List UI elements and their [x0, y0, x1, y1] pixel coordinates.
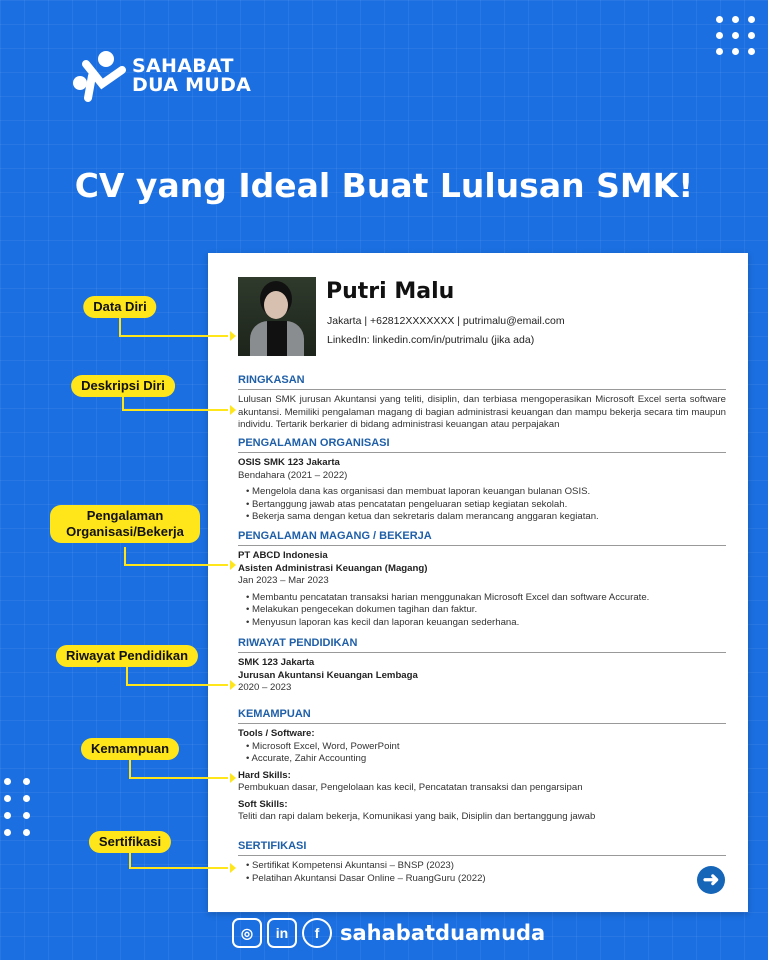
cv-contact: Jakarta | +62812XXXXXXX | putrimalu@email.com: [327, 315, 565, 327]
logo-mark-icon: [72, 50, 126, 102]
job-period: Jan 2023 – Mar 2023: [238, 575, 329, 586]
cv-linkedin: LinkedIn: linkedin.com/in/putrimalu (jika ada): [327, 334, 535, 346]
list-item: • Microsoft Excel, Word, PowerPoint: [246, 741, 726, 754]
brand-line1: SAHABAT: [132, 55, 234, 77]
section-heading: SERTIFIKASI: [238, 839, 726, 856]
label-deskripsi-diri: Deskripsi Diri: [71, 375, 175, 397]
decor-dots: [716, 16, 755, 55]
org-role: Bendahara (2021 – 2022): [238, 469, 348, 481]
job-role: Asisten Administrasi Keuangan (Magang): [238, 562, 428, 574]
label-kemampuan: Kemampuan: [81, 738, 179, 760]
list-item: • Sertifikat Kompetensi Akuntansi – BNSP (2023): [246, 860, 726, 873]
section-heading: RINGKASAN: [238, 373, 726, 390]
label-sertifikasi: Sertifikasi: [89, 831, 171, 853]
section-ringkasan: [238, 373, 726, 432]
list-item: • Mengelola dana kas organisasi dan membuat laporan keuangan bulanan OSIS.: [246, 486, 726, 499]
profile-photo: [238, 277, 316, 356]
list-item: • Melakukan pengecekan dokumen tagihan dan faktur.: [246, 604, 726, 617]
facebook-icon[interactable]: f: [302, 918, 332, 948]
soft-skills: Teliti dan rapi dalam bekerja, Komunikasi yang baik, Disiplin dan bertanggung jawab: [238, 811, 596, 822]
school-period: 2020 – 2023: [238, 682, 292, 693]
section-sertifikasi: [238, 839, 726, 885]
list-item: • Pelatihan Akuntansi Dasar Online – RuangGuru (2022): [246, 873, 726, 886]
section-magang: [238, 529, 726, 629]
org-name: OSIS SMK 123 Jakarta: [238, 457, 340, 468]
section-heading: KEMAMPUAN: [238, 707, 726, 724]
label-pengalaman: Pengalaman Organisasi/Bekerja: [50, 505, 200, 543]
instagram-icon[interactable]: ◎: [232, 918, 262, 948]
list-item: • Menyusun laporan kas kecil dan laporan keuangan sederhana.: [246, 617, 726, 630]
social-footer: [232, 918, 545, 948]
brand-line2: DUA MUDA: [132, 74, 252, 96]
social-handle: sahabatduamuda: [340, 921, 546, 945]
brand-logo: [72, 50, 251, 102]
decor-dots: [4, 778, 30, 836]
section-heading: PENGALAMAN MAGANG / BEKERJA: [238, 529, 726, 546]
label-data-diri: Data Diri: [83, 296, 156, 318]
school-major: Jurusan Akuntansi Keuangan Lembaga: [238, 669, 418, 681]
hard-skills: Pembukuan dasar, Pengelolaan kas kecil, Pencatatan transaksi dan pengarsipan: [238, 782, 583, 793]
tools-label: Tools / Software:: [238, 728, 315, 739]
list-item: • Bertanggung jawab atas pencatatan pengeluaran setiap kegiatan sekolah.: [246, 499, 726, 512]
label-riwayat-pendidikan: Riwayat Pendidikan: [56, 645, 198, 667]
hard-skills-label: Hard Skills:: [238, 769, 291, 781]
list-item: • Bekerja sama dengan ketua dan sekretaris dalam merancang anggaran kegiatan.: [246, 511, 726, 524]
school-name: SMK 123 Jakarta: [238, 657, 315, 668]
summary-text: Lulusan SMK jurusan Akuntansi yang teliti, disiplin, dan terbiasa mengoperasikan Microsoft Excel serta software akuntansi. Memiliki pengalaman magang di bagian administrasi keuangan dan mampu bekerja secara tim maupun individu. Tertarik berkarier di bidang administrasi keuangan atau perpajakan: [238, 394, 726, 430]
linkedin-icon[interactable]: in: [267, 918, 297, 948]
section-kemampuan: [238, 707, 726, 824]
section-heading: PENGALAMAN ORGANISASI: [238, 436, 726, 453]
cv-name: Putri Malu: [326, 279, 455, 304]
page-title: CV yang Ideal Buat Lulusan SMK!: [74, 166, 694, 205]
soft-skills-label: Soft Skills:: [238, 798, 288, 810]
next-arrow-button[interactable]: ➜: [697, 866, 725, 894]
section-organisasi: [238, 436, 726, 524]
company-name: PT ABCD Indonesia: [238, 550, 328, 561]
section-pendidikan: [238, 636, 726, 695]
list-item: • Accurate, Zahir Accounting: [246, 753, 726, 766]
list-item: • Membantu pencatatan transaksi harian menggunakan Microsoft Excel dan software Accurate.: [246, 592, 726, 605]
section-heading: RIWAYAT PENDIDIKAN: [238, 636, 726, 653]
cv-document: [208, 253, 748, 912]
